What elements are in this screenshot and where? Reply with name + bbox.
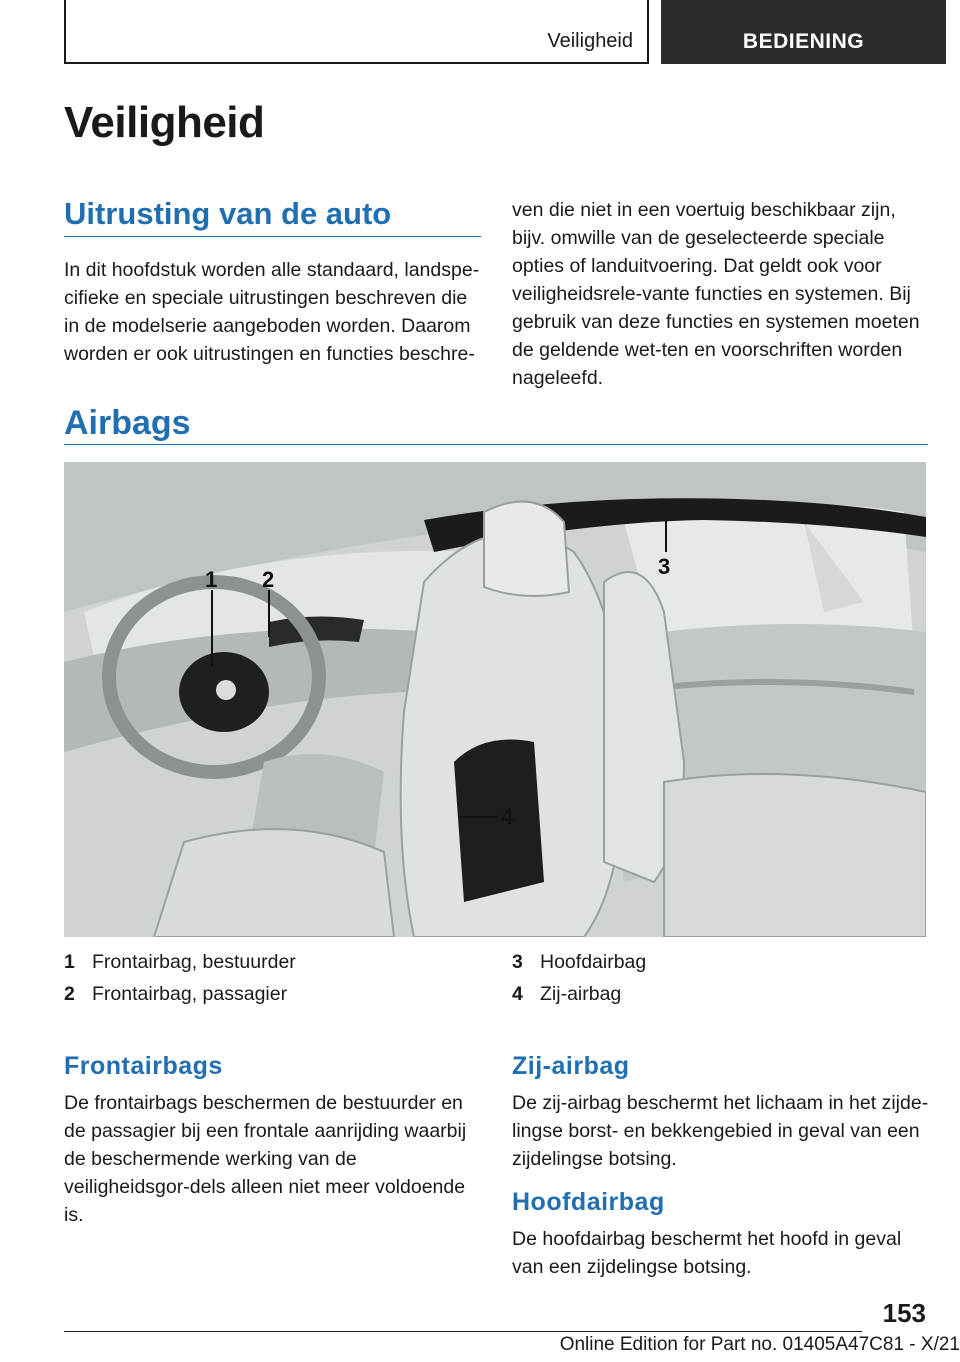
legend-item	[64, 946, 296, 978]
page-number: 153	[882, 1298, 926, 1328]
footer-edition: Online Edition for Part no. 01405A47C81 - X/21	[559, 1334, 960, 1355]
section-title-airbags: Airbags	[64, 404, 191, 442]
section-rule	[64, 236, 481, 237]
section-title-uitrusting: Uitrusting van de auto	[64, 196, 392, 231]
legend-item	[512, 978, 646, 1010]
hoofdairbag-text: De hoofdairbag beschermt het hoofd in geval van een zijdelingse botsing.	[512, 1228, 902, 1278]
legend-item	[512, 946, 646, 978]
legend-label: Frontairbag, passagier	[92, 983, 288, 1005]
legend-number: 4	[512, 983, 523, 1005]
footer-rule	[64, 1331, 862, 1332]
airbags-illustration	[64, 462, 926, 937]
header-section-label: Veiligheid	[547, 30, 633, 52]
legend-number: 3	[512, 951, 523, 973]
callout-2: 2	[262, 567, 275, 592]
subsection-title-frontairbags: Frontairbags	[64, 1052, 223, 1080]
subsection-title-hoofdairbag: Hoofdairbag	[512, 1188, 665, 1216]
figure-legend-right	[512, 946, 646, 1010]
header-chapter-tab: BEDIENING	[661, 0, 946, 64]
callout-3: 3	[658, 554, 671, 579]
page-title: Veiligheid	[64, 98, 265, 147]
header-section-box	[64, 0, 649, 64]
figure-legend-left	[64, 946, 296, 1010]
callout-1: 1	[205, 567, 218, 592]
section-rule	[64, 444, 928, 445]
legend-label: Hoofdairbag	[540, 951, 647, 973]
paragraph-col2: ven die niet in een voertuig beschikbaar zijn, bijv. omwille van de geselecteerde speciale opties of landuitvoering. Dat geldt ook voor veiligheidsrele‐vante functies en systemen. Bij gebruik van deze functies en systemen moeten de geldende wet‐ten en voorschriften worden nageleefd.	[512, 199, 920, 389]
frontairbags-text: De frontairbags beschermen de bestuurder en de passagier bij een frontale aanrijding waarbij de beschermende werking van de veiligheidsgor‐dels alleen niet meer voldoende is.	[64, 1092, 467, 1226]
legend-label: Frontairbag, bestuurder	[92, 951, 296, 973]
zij-airbag-text: De zij-airbag beschermt het lichaam in het zijde‐lingse borst- en bekkengebied in geval van een zijdelingse botsing.	[512, 1092, 929, 1170]
car-interior-illustration	[64, 462, 926, 937]
subsection-title-zij-airbag: Zij-airbag	[512, 1052, 630, 1080]
callout-4: 4	[501, 804, 514, 829]
legend-item	[64, 978, 296, 1010]
legend-number: 2	[64, 983, 75, 1005]
paragraph-col1: In dit hoofdstuk worden alle standaard, landspe‐cifieke en speciale uitrustingen beschreven die in de modelserie aangeboden worden. Daarom worden er ook uitrustingen en functies beschre‐	[64, 259, 480, 365]
legend-label: Zij-airbag	[540, 983, 622, 1005]
legend-number: 1	[64, 951, 75, 973]
